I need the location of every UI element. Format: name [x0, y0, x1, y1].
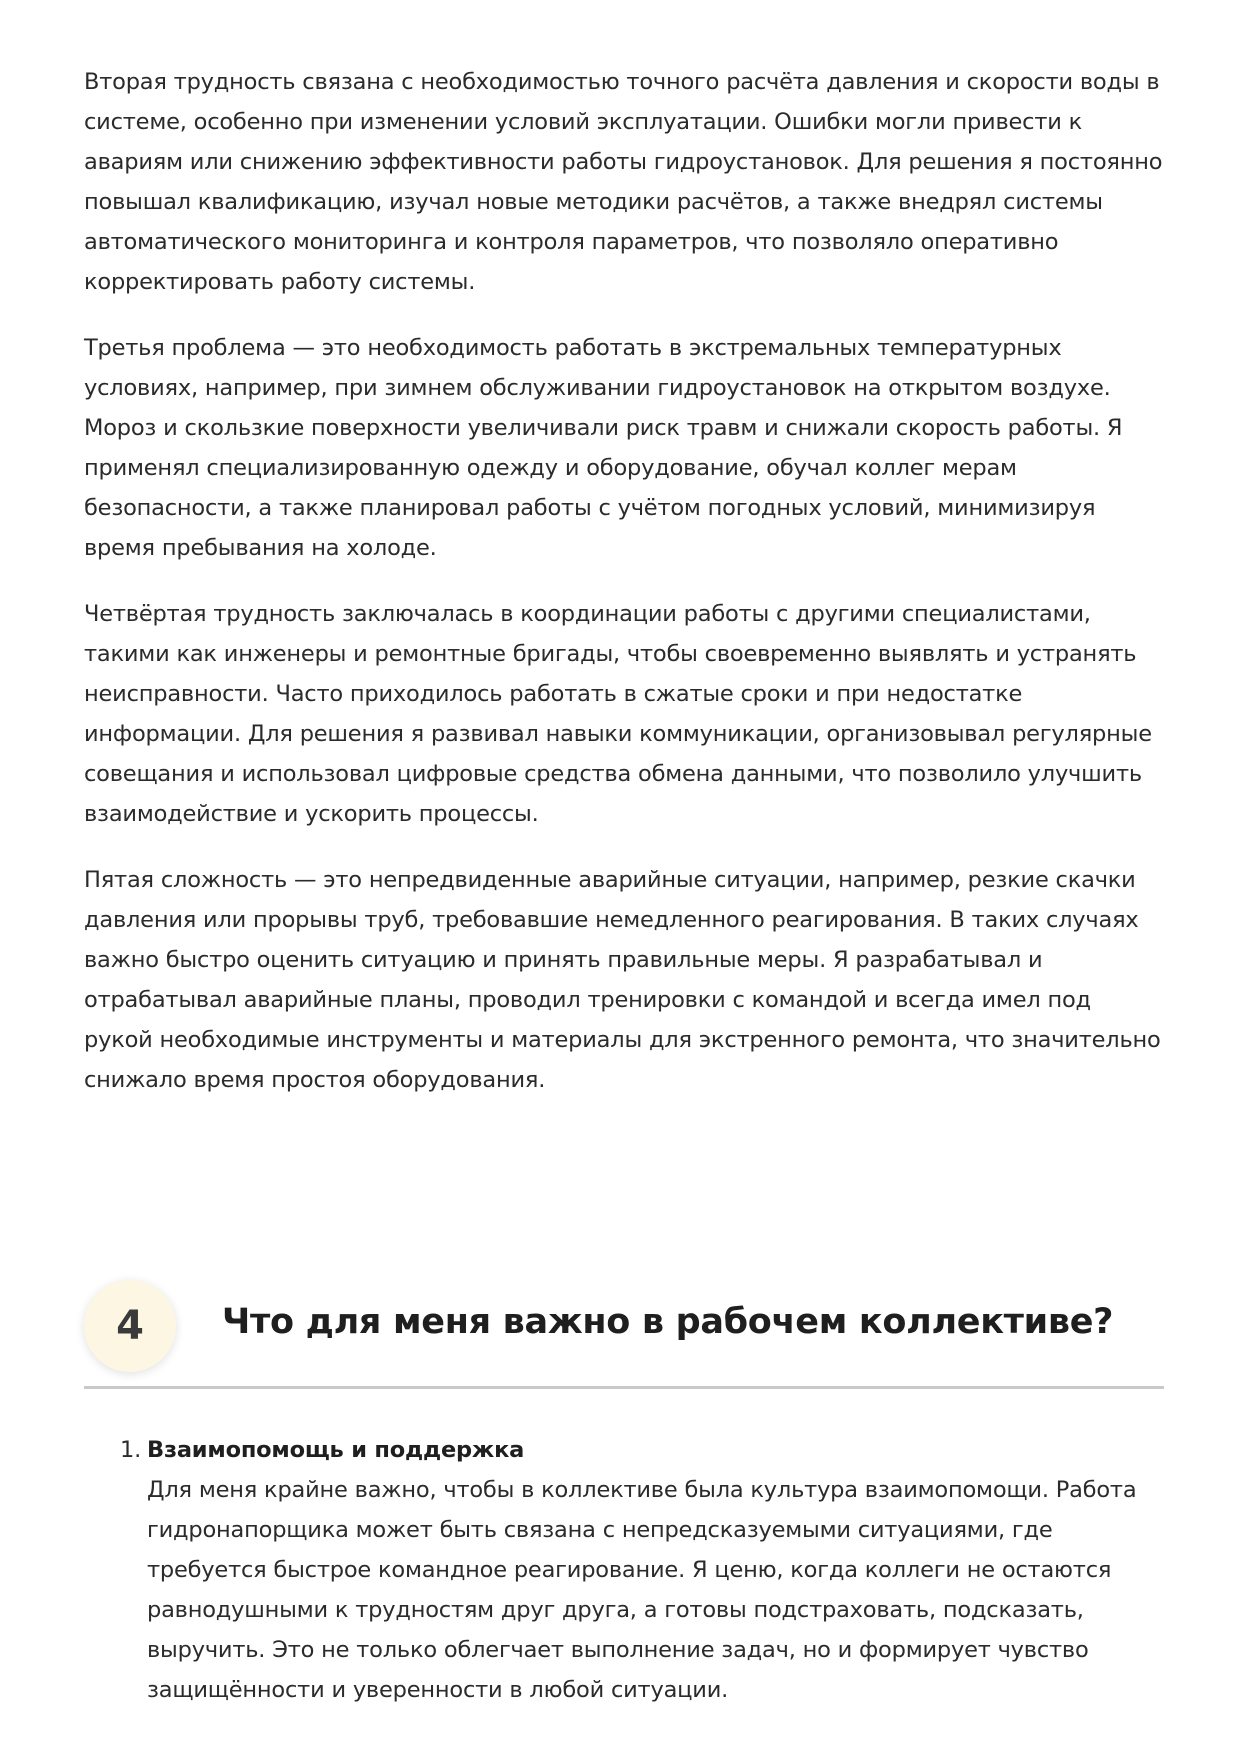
- list-item-number: 1.: [120, 1437, 142, 1463]
- section-number-badge: 4: [84, 1280, 176, 1372]
- section-header: [84, 1280, 1164, 1376]
- paragraph-fourth-difficulty: Четвёртая трудность заключалась в координации работы с другими специалистами, такими как инженеры и ремонтные бригады, чтобы своевременно выявлять и устранять неисправности. Часто приходилось работать в сжатые сроки и при недостатке информации. Для решения я развивал навыки коммуникации, организовывал регулярные совещания и использовал цифровые средства обмена данными, что позволило улучшить взаимодействие и ускорить процессы.: [84, 601, 1152, 827]
- list-item-text: Для меня крайне важно, чтобы в коллективе была культура взаимопомощи. Работа гидронапорщика может быть связана с непредсказуемыми ситуациями, где требуется быстрое командное реагирование. Я ценю, когда коллеги не остаются равнодушными к трудностям друг друга, а готовы подстраховать, подсказать, выручить. Это не только облегчает выполнение задач, но и формирует чувство защищённости и уверенности в любой ситуации.: [147, 1477, 1137, 1703]
- paragraph-fifth-complexity: Пятая сложность — это непредвиденные аварийные ситуации, например, резкие скачки давления или прорывы труб, требовавшие немедленного реагирования. В таких случаях важно быстро оценить ситуацию и принять правильные меры. Я разрабатывал и отрабатывал аварийные планы, проводил тренировки с командой и всегда имел под рукой необходимые инструменты и материалы для экстренного ремонта, что значительно снижало время простоя оборудования.: [84, 867, 1161, 1093]
- list-item: [84, 1430, 1164, 1710]
- values-list: [84, 1430, 1164, 1710]
- section-4: [84, 1280, 1164, 1703]
- section-divider: [84, 1386, 1164, 1389]
- document-body: [84, 62, 1164, 1126]
- paragraph-third-problem: Третья проблема — это необходимость работать в экстремальных температурных условиях, например, при зимнем обслуживании гидроустановок на открытом воздухе. Мороз и скользкие поверхности увеличивали риск травм и снижали скорость работы. Я применял специализированную одежду и оборудование, обучал коллег мерам безопасности, а также планировал работы с учётом погодных условий, минимизируя время пребывания на холоде.: [84, 335, 1123, 561]
- list-item-title: Взаимопомощь и поддержка: [147, 1437, 525, 1463]
- section-title: Что для меня важно в рабочем коллективе?: [222, 1302, 1114, 1342]
- paragraph-second-difficulty: Вторая трудность связана с необходимостью точного расчёта давления и скорости воды в системе, особенно при изменении условий эксплуатации. Ошибки могли привести к авариям или снижению эффективности работы гидроустановок. Для решения я постоянно повышал квалификацию, изучал новые методики расчётов, а также внедрял системы автоматического мониторинга и контроля параметров, что позволяло оперативно корректировать работу системы.: [84, 69, 1163, 295]
